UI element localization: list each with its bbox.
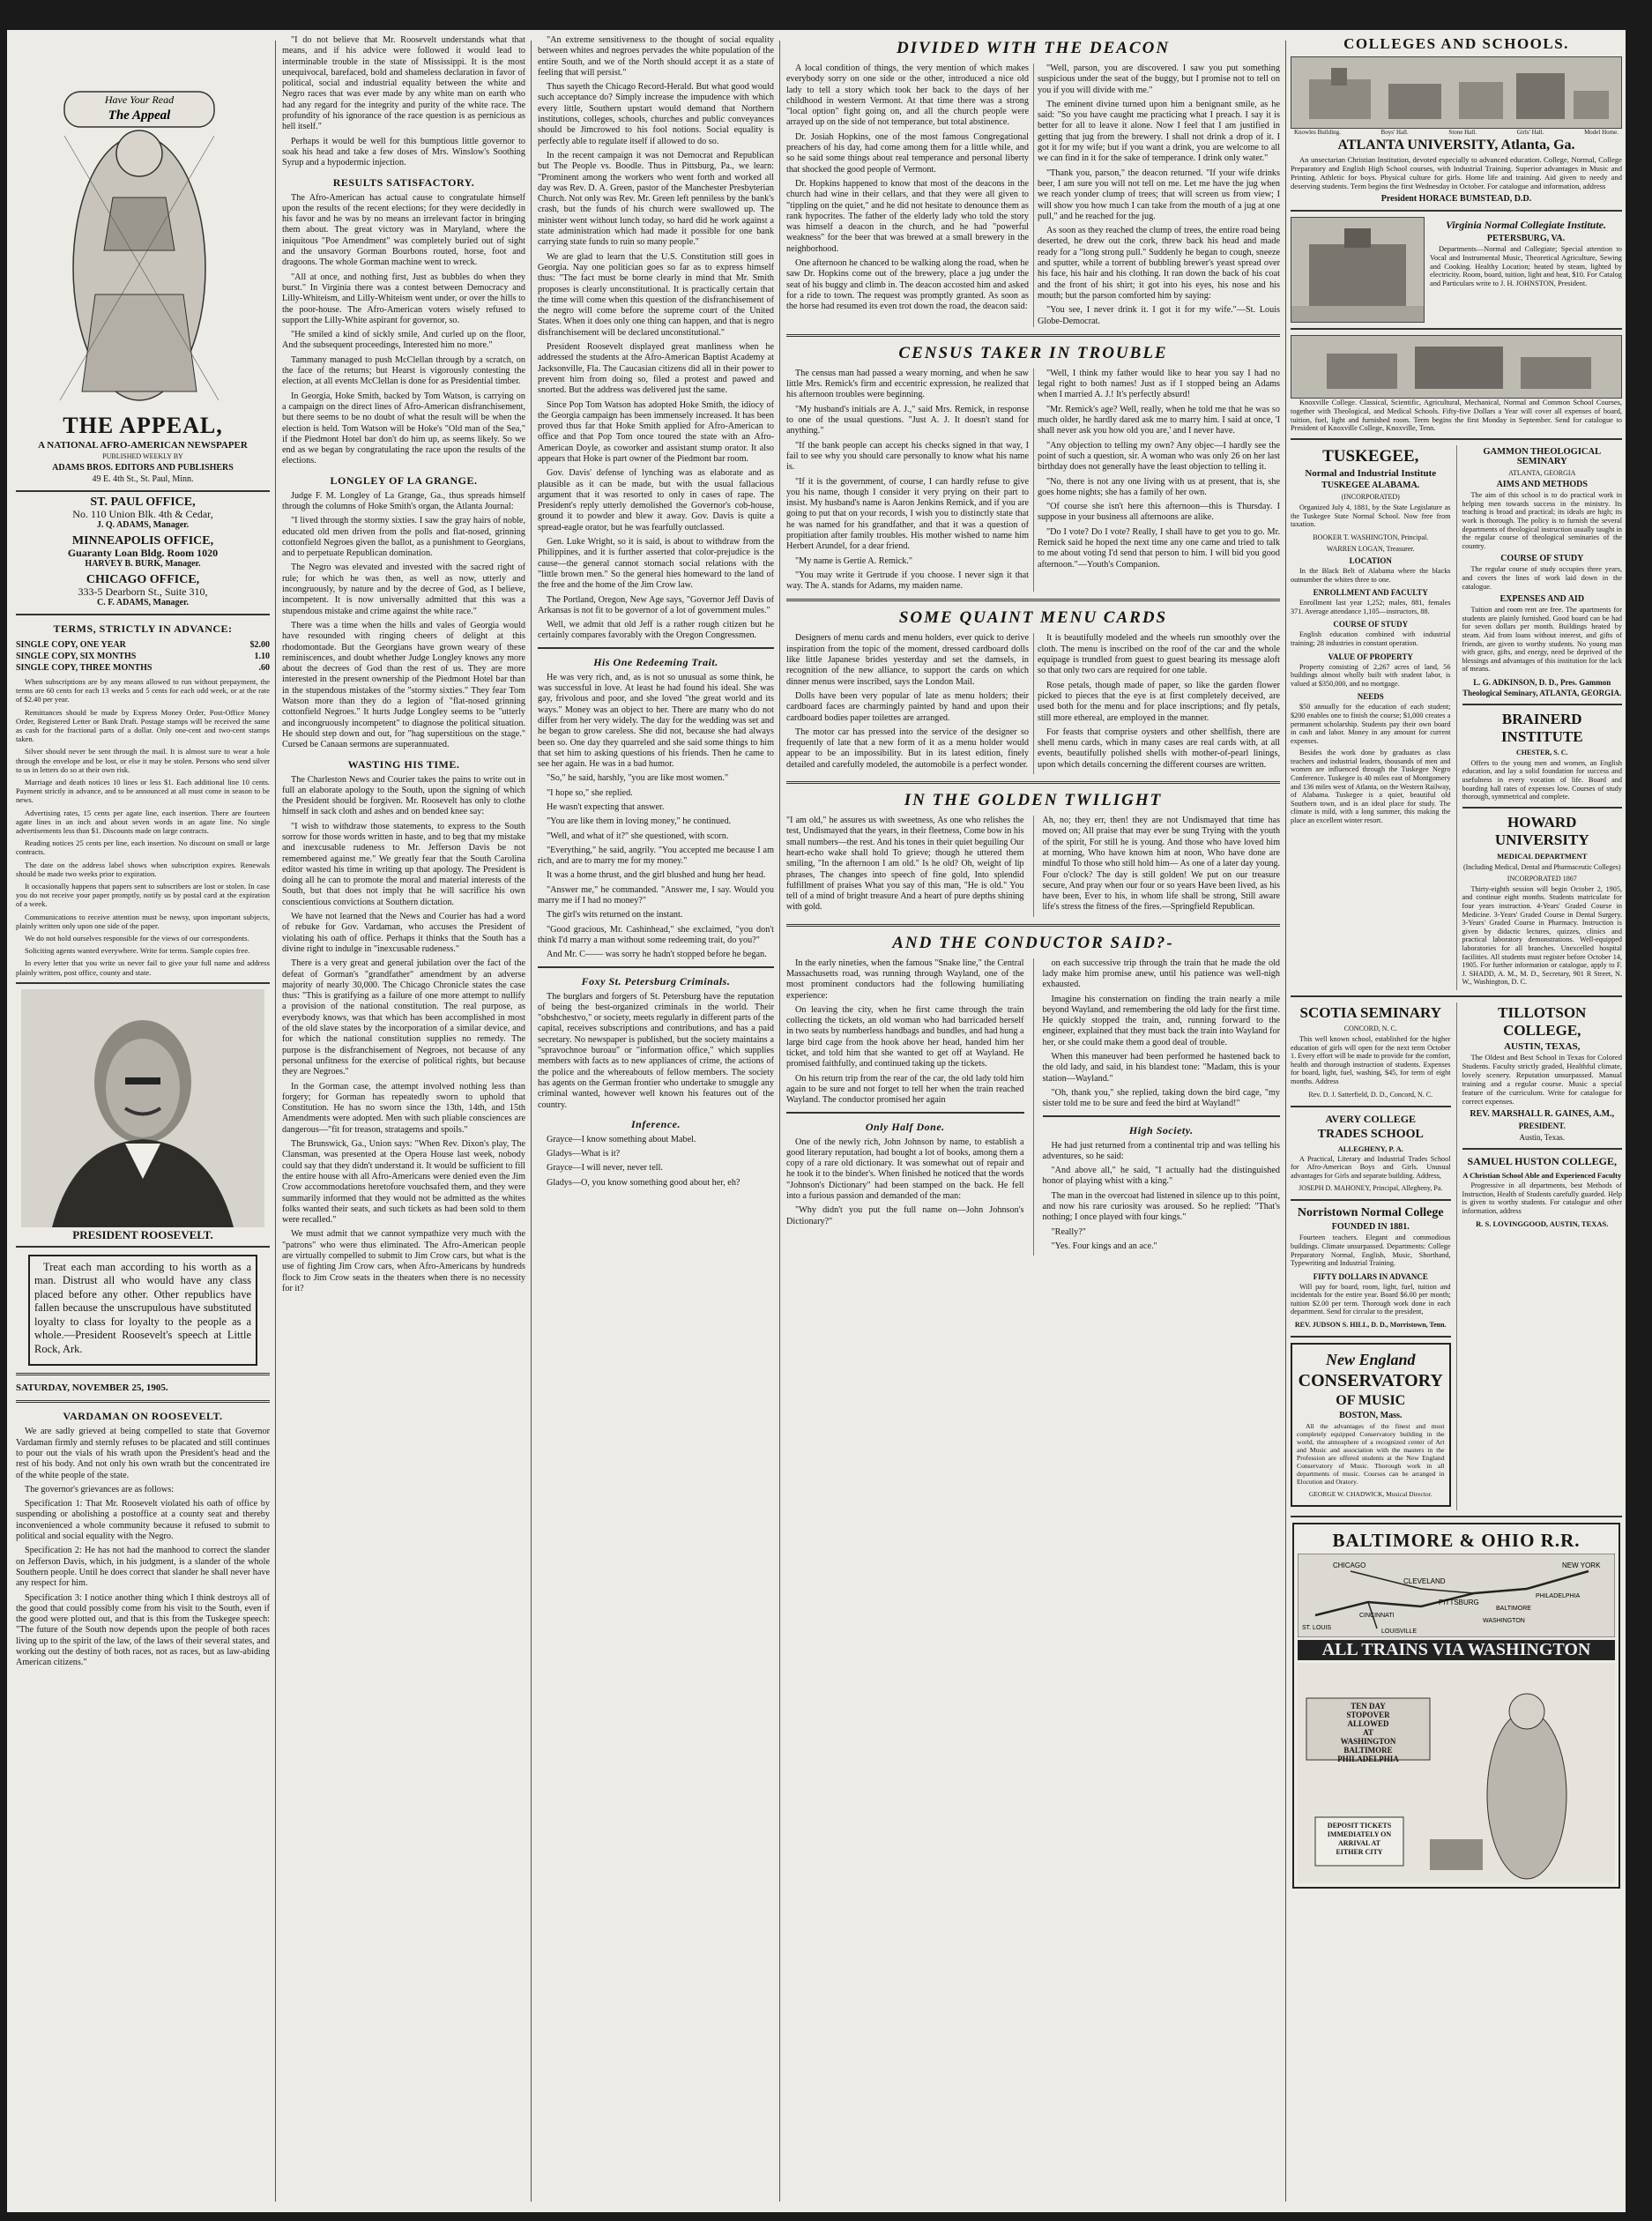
inference-headline: Inference. <box>631 1117 681 1130</box>
svg-text:CHICAGO: CHICAGO <box>1333 1561 1366 1570</box>
masthead-subtitle: A NATIONAL AFRO-AMERICAN NEWSPAPER <box>38 440 248 451</box>
menu-headline: SOME QUAINT MENU CARDS <box>898 608 1168 628</box>
ads-row-tuskegee-gammon <box>1291 445 1622 990</box>
svg-text:NEW YORK: NEW YORK <box>1562 1561 1601 1570</box>
bo-illustration <box>1298 1663 1615 1883</box>
svg-text:PITTSBURG: PITTSBURG <box>1439 1599 1479 1607</box>
vardaman-body: We are sadly grieved at being compelled to state that Governor Vardaman firmly and sternly refuses to be placated and still continues to pour out the vials of his wrath upon the President's head and the rest of his body. And not only his own wrath but the concentrated ire of the white people of the state. The governor's grievances are as follows: Specification 1: That Mr. Roosevelt violated his oath of office by suspending or abolishing a postoffice at a county seat and thereby inconvenienced a whole community because it refused to submit to political and social equality with the Negro. Specification 2: He has not had the manhood to correct the slander on Jefferson Davis, which, in his judgment, is a slander of the whole Southern people. Until he does correct that slander he shall never have any respect for him. Specification 3: I notice another thing which I think destroys all of the good that could possibly come from his visit to the South, even if the good were plotted out, and that is this from the Tuskegee speech: "The future of the South now depends upon the people of both races living up to the spirit of the law, of the laws of their several states, and working out the destiny of both races, not as races, but as law-abiding American citizens." <box>16 1427 270 1668</box>
terms-rates: SINGLE COPY, ONE YEAR $2.00 SINGLE COPY, SIX MONTHS 1.10 SINGLE COPY, THREE MONTHS .60 <box>16 640 270 673</box>
office-stpaul: ST. PAUL OFFICE, No. 110 Union Blk. 4th & Cedar, J. Q. ADAMS, Manager. <box>72 496 213 530</box>
ad-brainerd: BRAINERD INSTITUTE CHESTER, S. C. Offers to the young men and women, an English education, and lay a solid foundation for success and usefulness in every vocation of life. Board and boarding hall rates of expenses low. Courses of study thorough, symmetrical and complete. <box>1462 710 1622 801</box>
office-chicago: CHICAGO OFFICE, 333-5 Dearborn St., Suite 310, C. F. ADAMS, Manager. <box>78 573 208 607</box>
twilight-headline: IN THE GOLDEN TWILIGHT <box>904 791 1163 810</box>
knoxville-campus-image <box>1291 335 1622 399</box>
svg-text:WASHINGTON: WASHINGTON <box>1483 1618 1525 1625</box>
ad-scotia: SCOTIA SEMINARY CONCORD, N. C. This well known school, established for the higher education of girls will open for the next term October 1. Every effort will be made to provide for the comfort, health and thorough instruction of students. Expenses for board, light, fuel, washing, $45, for term of eight months. Address Rev. D. J. Satterfield, D. D., Concord, N. C. <box>1291 1003 1451 1099</box>
svg-text:PHILADELPHIA: PHILADELPHIA <box>1536 1593 1581 1600</box>
column-2: "I do not believe that Mr. Roosevelt understands what that means, and if his advice were followed it would lead to interminable trouble in the state of Mississippi. It is the most unequivocal, barefaced, bold and shameless declaration in favor of political, social and industrial equality between the white and Negro races that was ever made by any white man on earth who had any regard for the integrity and purity of the white race. The profundity of his ignorance of the race question is as pernicious as hell itself." Perhaps it would be well for this bumptious little governor to soak his head and take a few doses of Mrs. Winslow's Soothing Syrup and a hypodermic injection. RESULTS SATISFACTORY. The Afro-American has actual cause to congratulate himself upon the results of the recent elections; for they were decidedly in his favor and he was by no means an irrelevant factor in bringing them about. The great victory was in Maryland, where the iniquitous "Poe Amendment" was completely buried out of sight and the unsavory Gorman Bourbons routed, horse, foot and dragoons. The whole Gorman machine went to wreck. "All at once, and nothing first, Just as bubbles do when they burst." In Virginia there was a contest between Democracy and Lilly-Whiteism, and Lilly-Whiteism went under, or over the hills to the poor-house. The Afro-American voters wisely refused to support the Lilly-White aspirant for governor, so. "He smiled a kind of sickly smile, And curled up on the floor, And the subsequent proceedings, Interested him no more." Tammany managed to push McClellan through by a scratch, on the face of the returns; but Hearst is vigorously contesting the election, at all events McClellan is done for as Presidential timber. In Georgia, Hoke Smith, backed by Tom Watson, is carrying on a campaign on the direct lines of Afro-American disfranchisement, but there seems to be no doubt of what the result will be when the election is held. Tom Watson will be Hoke's "Old man of the Sea," if the Piedmont Hotel bar don't do him up, as seems likely. So we end as we began by congratulating the race upon the results of the elections. LONGLEY OF LA GRANGE. Judge F. M. Longley of La Grange, Ga., thus spreads himself through the columns of Hoke Smith's organ, the Atlanta Journal: "I lived through the stormy sixties. I saw the gray hairs of noble, educated old men driven from the polls and flat-nosed, grinning cottonfield Negroes given the ballot, as a punishment to Georgians, and to perpetuate Republican domination. The Negro was elevated and invested with the sacred right of rule; for which he was then, as well as now, utterly and incongruously, by nature and by the decree of God, as I believe, incompetent. It is now universally admitted that this was a stupendous mistake and crime against the white race." There was a time when the hills and vales of Georgia would have resounded with ringing cheers of delight at this rhodomontade. But the Georgians have grown weary of these reminiscences, and doubt whether Judge Longley knows any more about the decrees of God than the rest of us. They are more interested in the present ownership of the Piedmont Hotel bar than in the stupendous mistakes of the "stormy sixties." They fear Tom Watson more than they do a legion of "flat-nosed grinning cottonfield Negroes." It hurts Judge Longley seems to be "utterly and incongruously incompetent" to diagnose the political situation. He should step down and out, for "hag superstitious on the stage." Cursed be Canaan sermons are superannuated. WASTING HIS TIME. The Charleston News and Courier takes the pains to write out in full an elaborate apology to the South, upon the signing of which the President should be forgiven. Mr. Roosevelt has only to clothe himself in sack cloth and ashes and on bended knee say: "I wish to withdraw those statements, to express to the South sorrow for those words written in haste, and to beg that my mistake and inexcusable rudeness to Mr. Jefferson Davis be not remembered against me." We greatly fear that the South Carolina editor wasted his time in writing up that apology. The President is doing all he can to promote the moral and material interests of the South, but that does not imply that he will sacrifice his own conscientious convictions at Southern dictation. We have not learned that the News and Courier has had a word of rebuke for Gov. Vardaman, who accuses the President of violating his oath of office. Perhaps it thinks that the South has a divine right to indulge in "inexcusable rudeness." There is a very great and general jubilation over the fact of the defeat of Gorman's "grandfather" amendment by an adverse majority of nearly 30,000. The Chicago Chronicle states the case thus: "This is gratifying as a failure of one more attempt to nullify a provision of the national constitution. The real purpose, as everybody knows, was that which has been accomplished in most of the old slave states by the incorporation of a similar device, and for which the national constitution supplies no remedy. The purpose is the disfranchisement of Negroes, not because of any personal unfitness for the exercise of political rights, but because they are Negroes." In the Gorman case, the attempt involved nothing less than forgery; for Gorman has repeatedly sworn to uphold that Constitution. He has no sworn since the 13th, 14th, and 15th Amendments were adopted. Men with such pliable consciences are dangerous—"fit for treason, stratagems and spoils." The Brunswick, Ga., Union says: "When Rev. Dixon's play, The Clansman, was presented at the Opera House last week, nobody could say that they didn't understand it. It would be sufficient to fill the entire house with all Afro-Americans were denied even the Jim Crow accommodations heretofore vouchsafed them, and they were summarily informed that they would not be admitted as the whites folks wanted their seats, and such tickets as had been sold to them were recalled." We must admit that we cannot sympathize very much with the "patrons" who were thus eliminated. The Afro-American people are virtually compelled to submit to Jim Crow cars, but what is the use of fighting Jim Crow cars, when Afro-Americans by hundreds flock to Jim Crow seats in the theaters when there is no necessity for it? <box>282 35 525 1293</box>
ad-virginia-normal: Virginia Normal Collegiate Institute. PETERSBURG, VA. Departments—Normal and Collegiate; Special attention to Vocal and Instrumental Music, Theoretical Agriculture, Sewing and Cooking. Healthy Location; heated by steam, lighted by electricity. Room, board, tuition, light and heat, $10. For Catalog and Particulars write to J. H. JOHNSTON, President. <box>1291 217 1622 323</box>
office-minneapolis: MINNEAPOLIS OFFICE, Guaranty Loan Bldg. Room 1020 HARVEY B. BURK, Manager. <box>67 534 219 569</box>
half-done-headline: Only Half Done. <box>865 1120 945 1133</box>
bo-route-map <box>1298 1554 1615 1637</box>
foxy-headline: Foxy St. Petersburg Criminals. <box>581 974 731 988</box>
conductor-headline: AND THE CONDUCTOR SAID?- <box>892 933 1174 952</box>
colleges-header: COLLEGES AND SCHOOLS. <box>1343 35 1569 52</box>
masthead-title: THE APPEAL, <box>63 413 223 438</box>
portrait-roosevelt <box>21 989 264 1227</box>
issue-date: SATURDAY, NOVEMBER 25, 1905. <box>16 1383 168 1394</box>
vardaman-headline: VARDAMAN ON ROOSEVELT. <box>63 1410 223 1423</box>
ad-baltimore-ohio: BALTIMORE & OHIO R.R. CHICAGO CLEVELAND PITTSBURG NEW YORK PHILADELPHIA BALTIMORE WASHINGTON CINCINNATI ST. LOUIS LOUISVILLE ALL TRAINS VIA WASHINGTON TEN DAY STOPOVER ALLOWED AT WASHINGTON BALTIMORE PHILADELPHIA DEPOSIT TICKETS IMMEDIATELY ON ARRIVAL AT EITHER CITY <box>1292 1523 1620 1889</box>
bo-banner: ALL TRAINS VIA WASHINGTON <box>1298 1640 1615 1660</box>
census-body: The census man had passed a weary morning, and when he saw little Mrs. Remick's firm and eccentric expression, he realized that his afternoon troubles were beginning. "My husband's initials are A. J.," said Mrs. Remick, in response to one of the usual questions. "Just A. J. It doesn't stand for anything." "If the bank people can accept his checks signed in that way, I fail to see why you should care personally to know what his name is. "If it is the government, of course, I can hardly refuse to give you his name, though I consider it very prying on their part to insist. My husband's name is Aaron Jenkins Remick, and if you are going to put that on your records, I wish you to distinctly state that he was named for his grandfather, and that it was a question of propitiation after family troubles. His mother wished to name him Herbert Arundel, for a dear friend. "My name is Gertie A. Remick." "You may write it Gertrude if you choose. I never sign it that way. The A. stands for Adams, my maiden name. "Well, I think my father would like to hear you say I had no legal right to both names! Just as if I stopped being an Adams when I married A. J.! It's perfectly absurd! "Mr. Remick's age? Well, really, when he told me that he was so much older, he hardly dared ask me to marry him. I said at once, 'I shall never ask you how old you are,' and I never have. "Any objection to telling my own? Any objec—I hardly see the point of such a question, sir. A woman who was only 26 on her last birthday does not generally have the least objection to telling it. "No, there is not any one living with us at present, that is, she goes home nights; she has a family of her own. "Of course she isn't here this afternoon—this is Thursday. I suppose in your business all afternoons are alike. "Do I vote? Do I vote? Really, I shall have to get you to go. Mr. Remick said he hoped the next time any one came and tried to talk to me about voting I'd send that person to him. I will bid you good afternoon."—Youth's Companion. <box>786 368 1280 592</box>
deacon-headline: DIVIDED WITH THE DEACON <box>896 39 1171 57</box>
advertisements <box>1291 34 1622 2211</box>
svg-text:CINCINNATI: CINCINNATI <box>1359 1613 1395 1620</box>
ad-tillotson: TILLOTSON COLLEGE, AUSTIN, TEXAS, The Oldest and Best School in Texas for Colored Students. Faculty strictly graded, Healthful climate, lovely scenery. Reputation unsurpassed. Manual training and a regular course. Music a special feature of the curriculum. Write for catalogue for correct expenses. REV. MARSHALL R. GAINES, A.M., PRESIDENT. Austin, Texas. <box>1462 1003 1622 1142</box>
columns-4-5 <box>786 34 1280 2211</box>
atlanta-campus-image <box>1291 56 1622 129</box>
svg-text:LOUISVILLE: LOUISVILLE <box>1381 1628 1418 1636</box>
column-3: "An extreme sensitiveness to the thought of social equality between whites and negroes pervades the white population of the entire South, and we of the North should accept it as a state of feeling that will persist." Thus sayeth the Chicago Record-Herald. But what good would such acceptance do? Simply increase the impudence with which every little, Southern upstart would demand that Northern institutions, colleges, schools, churches and public conveyances should be Jimcrowed to his fool notions. Social equality is perfectly able to regulate itself if allowed to do so. In the recent campaign it was not Democrat and Republican but The People vs. Boodle. Thus in Pittsburg, Pa., we learn: "Prominent among the workers who went forth and worked all day was Rev. D. A. Green, pastor of the Manchester Presbyterian Church. Not only was Rev. Mr. Green left penniless by the bank's crash, but the funds of his church were swallowed up. The minister went without lunch today, so hard did he work against a state administration which had made it possible for one bank carrying state funds to ruin so many people." We are glad to learn that the U.S. Constitution still goes in Georgia. Nay one politician goes so far as to express himself thus: "The fact must be borne clearly in mind that Mr. Smith proposes is clearly unconstitutional. It is practically certain that the time will come when this question of the disfranchisement of the negro will come before the supreme court of the United States. When it does only one thing can happen, and that is negro disfranchisement will be declared unconstitutional." President Roosevelt displayed great manliness when he addressed the students at the Afro-American Baptist Academy at Jacksonville, Fla. The Caucasian citizens did all in their power to prevent him from doing so, filed a protest and pawed and snorted. But the address was delivered just the same. Since Pop Tom Watson has adopted Hoke Smith, the idiocy of the Georgia campaign has been immensely increased. It has been proved thus far that Hoke Smith applied for Afro-American to office and that Pop Tom once toured the state with an Afro-American Doyle, as coworker and assistant stump orator. It also appears that Hoke is part owner of the Piedmont bar room. Gov. Davis' defense of lynching was as elaborate and as plausible as it can be made, but with the usual fallacious argument that it was resorted to only in cases of rape. The President's reply utterly demolished the Governor's cob-house, ground it to powder and blew it away. Gov. Davis is quite a spread-eagle orator, but he was fearfully outclassed. Gen. Luke Wright, so it is said, is about to withdraw from the Philippines, and it is further asserted that color-prejudice is the cause—the general cannot stomach social relations with the "little brown men." So the general hies homeward to the land of the free and the home of the Jim Crow law. The Portland, Oregon, New Age says, "Governor Jeff Davis of Arkansas is not fit to be governor of a lot of government mules." Well, we admit that old Jeff is a rather rough citizen but he certainly compares favorably with the Oregon Congressmen. His One Redeeming Trait. He was very rich, and, as is not so unusual as some think, he was successful in love. At least he had found his ideal. She was gay, frivolous and poor, and she loved "the great world and its ways." Money was an object to her. There are many who do not differ from her very widely. The day for the wedding was set and he began to grow careless. She did not, because she had always been so. One day they quarreled and she said some things to him that set him to asking questions of his friends. Then he came to see her again. He was in a bad humor. "So," he said, harshly, "you are like most women." "I hope so," she replied. He wasn't expecting that answer. "You are like them in loving money," he continued. "Well, and what of it?" she questioned, with scorn. "Everything," he said, angrily. "You accepted me because I am rich, and are to marry me for my money." It was a home thrust, and the girl blushed and hung her head. "Answer me," he commanded. "Answer me, I say. Would you marry me if I had no money?" The girl's wits returned on the instant. "Good gracious, Mr. Cashinhead," she exclaimed, "you don't think I'd marry a man without some redeeming trait, do you?" And Mr. C—— was sorry he hadn't stopped before he began. Foxy St. Petersburg Criminals. The burglars and forgers of St. Petersburg have the reputation of being the best-organized criminals in the world. Their "obshchestvo," or society, meets regularly in different parts of the capital, receives subscriptions and contributions, and has a paid secretary. No newspaper is published, but the society maintains a "spravochnoe buroau" or "information office," which supplies members with facts as to new appliances of crime, the actions of the police and the whereabouts of fellow members. The society has agents on the German frontier who undertake to smuggle any criminal wanted, however well known his features out of the country. Inference. Grayce—I know something about Mabel. Gladys—What is it? Grayce—I will never, never tell. Gladys—O, you know something good about her, eh? <box>538 35 774 1188</box>
lady-liberty-illustration <box>16 30 270 409</box>
bo-deposit-sign: DEPOSIT TICKETS IMMEDIATELY ON ARRIVAL AT EITHER CITY <box>1327 1822 1392 1857</box>
masthead-illustration <box>16 30 270 409</box>
ad-atlanta-university: Knowles Building. Boys' Hall. Stone Hall. Girls' Hall. Model Home. ATLANTA UNIVERSITY, Atlanta, Ga. An unsectarian Christian Institution, devoted especially to advanced education. College, Normal, College Preparatory and English High School courses, with Industrial Training. Superior advantages in Music and Printing. Athletic for boys. Physical culture for girls. Home life and training. Aid given to needy and deserving students. Term begins the first Wednesday in October. For catalogue and information, address President HORACE BUMSTEAD, D.D. <box>1291 56 1622 205</box>
ad-samuel-huston: SAMUEL HUSTON COLLEGE, A Christian School Able and Experienced Faculty Progressive in all departments, best Methods of Instruction, Health of Students carefully guarded. Help is given to worthy students. For catalogue and other information, address R. S. LOVINGGOOD, AUSTIN, TEXAS. <box>1462 1154 1622 1229</box>
virginia-building-image <box>1291 217 1425 323</box>
longley-headline: LONGLEY OF LA GRANGE. <box>330 473 478 487</box>
terms-heading: TERMS, STRICTLY IN ADVANCE: <box>53 622 233 635</box>
conductor-and-shorts: In the early nineties, when the famous "Snake line," the Central Massachusetts road, was running through Wayland, one of the most prominent conductors had the following humiliating experience: On leaving the city, when he first came through the train collecting the tickets, an old woman who had barricaded herself in two seats by numberless handbags and bundles, and had hung a large bird cage from the hook above her head, handed him her ticket, and told him that she wanted to get off at Wayland. He promised faithfully, and continued taking up the tickets. On his return trip from the rear of the car, the old lady told him again to be sure and not forget to tell her when the train reached Wayland. The conductor promised her again Only Half Done. One of the newly rich, John Johnson by name, to establish a good literary reputation, had bought a lot of books, among them a copy of a rare old dictionary. It was somewhat out of repair and he took it to the binder's. When finished he noticed that the words "Johnson's Dictionary" had been stamped on the back. He fell into a furious passion and demanded of the man: "Why didn't you put the full name on—John Johnson's Dictionary?" on each successive trip through the train that he made the old lady make him promise anew, until his patience was well-nigh exhausted. Imagine his consternation on finding the train nearly a mile beyond Wayland, and remembering the old lady for the first time. He quickly stopped the train, and, running forward to the engineer, explained that they must back the train into Wayland for her, or she could make them a good deal of trouble. When this maneuver had been performed he hastened back to the old lady, and said, in his blandest tone: "Madam, this is your station—Wayland." "Oh, thank you," she replied, taking down the bird cage, "my sister told me to be sure and feed the bird at Wayland!" High Society. He had just returned from a continental trip and was telling his adventures, so he said: "And above all," he said, "I actually had the distinguished honor of playing whist with a king." The man in the overcoat had listened in silence up to this point, and now his rare curiosity was aroused. So he replied: "That's nothing; I once played with four kings." "Really?" "Yes. Four kings and an ace." <box>786 958 1280 1256</box>
deacon-body: A local condition of things, the very mention of which makes everybody sorry on one side or the other, introduced a nice old lady to tell a story which took her back to the days of her childhood in western Vermont. At that time there was a strong "local option" fight going on, and all the church people were arrayed up on the side of not temperance, but total abstinence. Dr. Josiah Hopkins, one of the most famous Congregational preachers of his day, had come among them for a little while, and so he said some things about real temperance and personal liberty that shocked the good people of Vermont. Dr. Hopkins happened to know that most of the deacons in the church had wine in their cellars, and that they were all given to "tippling on the quiet," and he did not hesitate to denounce them as rank hypocrites. The father of the elderly lady who told the story was himself a deacon in the church, and he had "powerful weakness" for the beer that was brewed at a small brewery in the neighborhood. One afternoon he chanced to be walking along the road, when he saw Dr. Hopkins come out of the brewery, place a jug under the seat of his buggy and climb in. The deacon accosted him and asked for a ride to town. The request was promptly granted. As soon as the horse had resumed its even trot down the road, the deacon said: "Well, parson, you are discovered. I saw you put something suspicious under the seat of the buggy, but I promise not to tell on you if you will divide with me." The eminent divine turned upon him a benignant smile, as he said: "So you have caught me practicing what I preach. I say it is better for all to leave it alone. Now I feel that I am justified in getting that jug from the brewery. I shall not drink a drop of it. I got it for my wife; but if you want a drink, you are welcome to all we can find in it for the sake of temperance. I drink only water." "Thank you, parson," the deacon returned. "If your wife drinks beer, I am sure you will not tell on me. Let me have the jug when we reach yonder clump of trees; that will screen us from view; I will show you how much I can take from the mouth of a jug at one pull," and he reached for the jug. As soon as they reached the clump of trees, the entire road being deserted, he drew out the cork, threw back his head and made ready for a "long strong pull." Suddenly he began to cough, sneeze and sputter, while a torrent of bubbling brewer's yeast spread over his face, his hair and his clothing. It ran down the back of his coat and the front of his shirt; it got into his eyes, his nose and his mouth; but the parson comforted him by saying: "You see, I never drink it. I got it for my wife."—St. Louis Globe-Democrat. <box>786 63 1280 326</box>
wasting-headline: WASTING HIS TIME. <box>347 757 460 771</box>
ad-gammon: GAMMON THEOLOGICAL SEMINARY ATLANTA, GEORGIA AIMS AND METHODS The aim of this school is to do practical work in helping men towards success in the ministry. Its teaching is broad and practical; its ideals are high; its work is thorough. The policy is to furnish the several departments of theological instruction usually taught in the regular course of theological seminaries of the country. COURSE OF STUDY The regular course of study occupies three years, and covers the lines of work laid down in the catalogue. EXPENSES AND AID Tuition and room rent are free. The apartments for students are plainly furnished. Good board can be had for seven dollars per month. Buildings heated by steam. Aid from loans without interest, and gifts of friends, are given to worthy students. No young man with grace, gifts, and energy, need be deprived of the blessings and advantages of this institution for the lack of means. L. G. ADKINSON, D. D., Pres. Gammon Theological Seminary, ATLANTA, GEORGIA. BRAINERD INSTITUTE CHESTER, S. C. Offers to the young men and women, an English education, and lay a solid foundation for success and usefulness in every vocation of life. Board and boarding hall rates of expenses low. Courses of study thorough, symmetrical and complete. HOWARD UNIVERSITY MEDICAL DEPARTMENT (Including Medical, Dental and Pharmaceutic Colleges) INCORPORATED 1867 Thirty-eighth session will begin October 2, 1905, and continue eight months. Students matriculate for four years instruction. 4-Years' Graded Course in Medicine. 3-Years' Graded Course in Dental Surgery. 3-Years' Graded Course in Pharmacy. Instruction is given by didactic lectures, quizzes, clinics and practical laboratory demonstrations. Well-equipped laboratories for all branches. Unexcelled hospital facilities. All students must register before October 14, 1905. For further information or catalogue, apply to F. J. SHADD, A. M., M. D., Secretary, 901 R Street, N. W., Washington, D. C. <box>1462 447 1622 987</box>
masthead-address: 49 E. 4th St., St. Paul, Minn. <box>92 474 194 484</box>
svg-text:BALTIMORE: BALTIMORE <box>1496 1606 1531 1613</box>
twilight-poem: "I am old," he assures us with sweetness, As one who relishes the test, Undismayed that the years, in their fleetness, Come bow in his small numbers—the rest. And his tones in their quiet beguiling Our heart-echo wake shall hold To grieve; though he uttered them smiling, "In the afternoon I am old." Is he old? Oh, weight of lip phrases, The changes into speech of fine gold, Into splendid fulfillment of praises What you say of this man, "He is old." You tell of a mind of bright treasure And a heart of pure depths shining with gold. Ah, no; they err, then! they are not Undismayed that time has moved on; All praise that may ever be sung Trying with the youth of the spirit, For still he is young. And those who have loved him at morning, Who have known him at noon, Who have done are mindful To those who still hold him— As one of a later day young. Four o'clock? The day is still golden! We put on our treasure secure, And pray when our four or so years Have been lived, as his have been, Ever to his, in whom life shall be strong, Still aware life's stress the fitness of the fires.—Springfield Republican. <box>786 816 1280 917</box>
roosevelt-quote-box: Treat each man according to his worth as a man. Distrust all who would have any class placed before any other. Other republics have fallen because the unscrupulous have substituted loyalty to class for loyalty to the people as a whole.—President Roosevelt's speech at Little Rock, Ark. <box>28 1255 257 1367</box>
ad-norristown: Norristown Normal College FOUNDED IN 1881. Fourteen teachers. Elegant and commodious buildings. Climate unsurpassed. Departments: College Preparatory Normal, English, Music, Shorthand, Typewriting and Industrial Training. FIFTY DOLLARS IN ADVANCE Will pay for board, room, light, fuel, tuition and incidentals for the entire year. Board $6.00 per month; tuition $2.00 per term. Thorough work done in each department. Send for circular to the president, REV. JUDSON S. HILL, D. D., Morristown, Tenn. <box>1291 1206 1451 1330</box>
ad-tuskegee: TUSKEGEE, Normal and Industrial Institute TUSKEGEE ALABAMA. (INCORPORATED) Organized July 4, 1881, by the State Legislature as the Tuskegee State Normal School. Now free from taxation. BOOKER T. WASHINGTON, Principal. WARREN LOGAN, Treasurer. LOCATION In the Black Belt of Alabama where the blacks outnumber the whites three to one. ENROLLMENT AND FACULTY Enrollment last year 1,252; males, 881, females 371. Average attendance 1,105—instructors, 88. COURSE OF STUDY English education combined with industrial training; 28 industries in constant operation. VALUE OF PROPERTY Property consisting of 2,267 acres of land, 56 buildings almost wholly built with student labor, is valued at $350,000, and no mortgage. NEEDS $50 annually for the education of each student; $200 enables one to finish the course; $1,000 creates a permanent scholarship. Students pay their own board in cash and labor. Money in any amount for current expenses. Besides the work done by graduates as class teachers and industrial leaders, thousands of men and women are influenced through the Tuskegee Negro Conference. Tuskegee is 40 miles east of Montgomery and 136 miles west of Atlanta, on the Western Railway, of Alabama. Tuskegee is a quiet, beautiful old Southern town, and is an ideal place for study. The climate is mild, with a long summer, this making the place an excellent winter resort. <box>1291 447 1451 825</box>
masthead-publishers: ADAMS BROS. EDITORS AND PUBLISHERS <box>52 463 234 473</box>
census-headline: CENSUS TAKER IN TROUBLE <box>898 343 1168 362</box>
redeeming-headline: His One Redeeming Trait. <box>593 655 718 668</box>
roosevelt-portrait-image <box>21 989 264 1227</box>
bo-stopover-sign: TEN DAY STOPOVER ALLOWED AT WASHINGTON BALTIMORE PHILADELPHIA <box>1337 1702 1399 1764</box>
ad-avery: AVERY COLLEGE TRADES SCHOOL ALLEGHENY, P. A. A Practical, Literary and Industrial Trades School for Afro-American Boys and Girls. Unusual advantages for Girls and separate building. Address, JOSEPH D. MAHONEY, Principal, Allegheny, Pa. <box>1291 1112 1451 1193</box>
motto-top: Have Your Read <box>104 93 175 106</box>
svg-text:ST. LOUIS: ST. LOUIS <box>1302 1625 1332 1632</box>
results-headline: RESULTS SATISFACTORY. <box>332 175 475 189</box>
atlanta-building-labels: Knowles Building. Boys' Hall. Stone Hall. Girls' Hall. Model Home. <box>1294 129 1619 136</box>
ad-knoxville-college: Knoxville College. Classical, Scientific, Agricultural, Mechanical, Normal and Common School Courses, together with Theological, and Medical Schools. Fifty-five Dollars a Year will cover all expenses of board, tuition, fuel, light and furnished room. Term begins the first Monday in September. Send for catalogue to President of Knoxville College, Knoxville, Tenn. <box>1291 335 1622 433</box>
masthead-published: PUBLISHED WEEKLY BY <box>102 452 183 460</box>
terms-notes: When subscriptions are by any means allowed to run without prepayment, the terms are 60 cents for each 13 weeks and 5 cents for each odd week, or at the rate of $2.40 per year. Remittances should be made by Express Money Order, Post-Office Money Order, Registered Letter or Bank Draft. Postage stamps will be received the same as cash for the fractional parts of a dollar. Only one-cent and two-cent stamps taken. Silver should never be sent through the mail. It is almost sure to wear a hole through the envelope and be lost, or else it may be stolen. Persons who send silver to us in letters do so at their own risk. Marriage and death notices 10 lines or less $1. Each additional line 10 cents. Payment strictly in advance, and to be announced at all must come in season to be news. Advertising rates, 15 cents per agate line, each insertion. There are fourteen agate lines in an inch and about seven words in an agate line. No single advertisements less than $1. Discounts made on large contracts. Reading notices 25 cents per line, each insertion. No discount on small or large contracts. The date on the address label shows when subscription expires. Renewals should be made two weeks prior to expiration. It occasionally happens that papers sent to subscribers are lost or stolen. In case you do not receive your paper promptly, notify us by postal card at the expiration of a week. Communications to receive attention must be newsy, upon important subjects, plainly written only upon one side of the paper. We do not hold ourselves responsible for the views of our correspondents. Soliciting agents wanted everywhere. Write for terms. Sample copies free. In every letter that you write us never fail to give your full name and address plainly written, post office, county and state. <box>16 677 270 977</box>
ads-row-scotia-tillotson <box>1291 1002 1622 1510</box>
ad-howard: HOWARD UNIVERSITY MEDICAL DEPARTMENT (Including Medical, Dental and Pharmaceutic Colleges) INCORPORATED 1867 Thirty-eighth session will begin October 2, 1905, and continue eight months. Students matriculate for four years instruction. 4-Years' Graded Course in Medicine. 3-Years' Graded Course in Dental Surgery. 3-Years' Graded Course in Pharmacy. Instruction is given by didactic lectures, quizzes, clinics and practical laboratory demonstrations. Well-equipped laboratories for all branches. Unexcelled hospital facilities. All students must register before October 14, 1905. For further information or catalogue, apply to F. J. SHADD, A. M., M. D., Secretary, 901 R Street, N. W., Washington, D. C. <box>1462 813 1622 987</box>
motto-bottom: The Appeal <box>108 108 171 123</box>
svg-text:CLEVELAND: CLEVELAND <box>1403 1577 1446 1586</box>
portrait-caption: PRESIDENT ROOSEVELT. <box>72 1227 213 1241</box>
column-1 <box>16 30 270 2208</box>
high-society-headline: High Society. <box>1128 1123 1194 1137</box>
ad-new-england-conservatory: New England CONSERVATORY OF MUSIC BOSTON, Mass. All the advantages of the finest and most completely equipped Conservatory building in the world, the atmosphere of a recognized center of Art and Music and association with the masters in the Profession are offered students at the New England Conservatory of Music. Thorough work in all departments of music. Courses can be arranged in Elocution and Oratory. GEORGE W. CHADWICK, Musical Director. <box>1291 1343 1451 1507</box>
menu-body: Designers of menu cards and menu holders, ever quick to derive inspiration from the topic of the moment, dressed cardboard dolls like little Japanese brides yesterday and set the damsels, in recognition of the new alliance, to support the cards on which dinner menus were inscribed, says the London Mail. Dolls have been very popular of late as menu holders; their cardboard faces are charmingly painted by hand and upon their cardboard bodies paper toilettes are arranged. The motor car has pressed into the service of the designer so frequently of late that a new form of it as a menu holder would appear to be an impossibility. But in its latest edition, finely detailed and carefully modeled, the automobile is a perfect wonder. It is beautifully modeled and the wheels run smoothly over the cloth. The menu is inscribed on the roof of the car and the whole equipage is trundled from guest to guest bearing its message aloft so that only two cars are required for one table. Rose petals, though made of paper, so like the garden flower picked to pieces that the eye is at first completely deceived, are used both for the menu and for place inscriptions; and fly petals, still more ethereal, are employed in the manner. For feasts that comprise oysters and other shellfish, there are shell menu cards, which in many cases are real cards with, at all events, beautifully polished shells with mother-of-pearl linings, upon which details concerning the different courses are written. <box>786 633 1280 770</box>
newspaper-page <box>7 30 1626 2212</box>
